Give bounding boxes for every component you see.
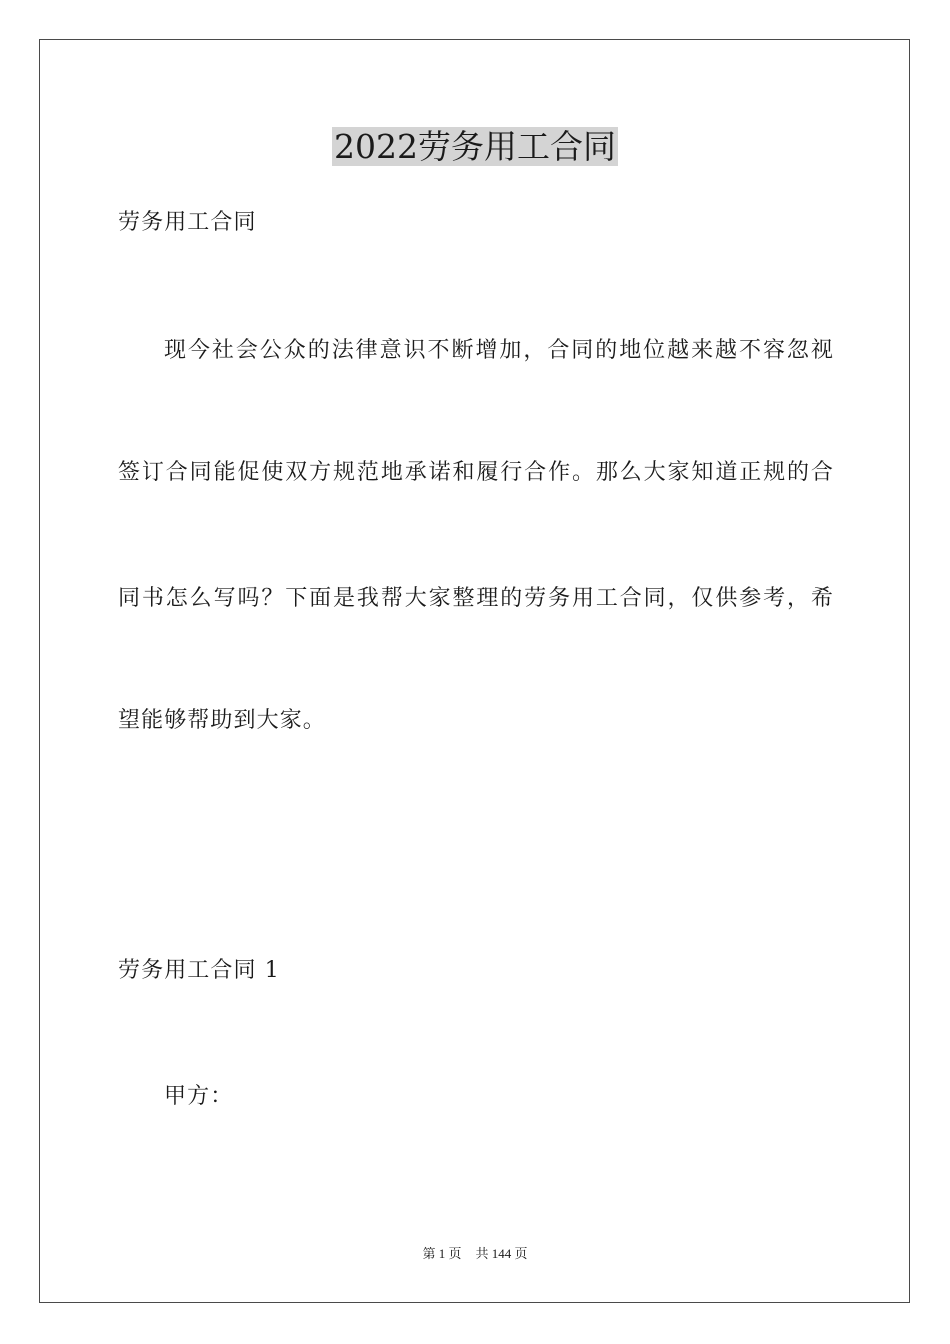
page-footer — [0, 1245, 950, 1263]
total-pages: 共 144 页 — [475, 1246, 528, 1261]
intro-paragraph-line: 现今社会公众的法律意识不断增加，合同的地位越来越不容忽视 — [164, 338, 834, 363]
intro-paragraph-line: 望能够帮助到大家。 — [118, 708, 326, 733]
document-title — [0, 126, 950, 168]
party-a-label: 甲方： — [164, 1084, 234, 1109]
intro-paragraph-line: 同书怎么写吗？下面是我帮大家整理的劳务用工合同，仅供参考，希 — [118, 586, 834, 611]
page-number: 第 1 页 — [422, 1246, 462, 1261]
section-heading: 劳务用工合同 1 — [118, 958, 280, 983]
document-subtitle: 劳务用工合同 — [118, 210, 257, 235]
document-title-text: 2022劳务用工合同 — [334, 127, 616, 166]
intro-paragraph-line: 签订合同能促使双方规范地承诺和履行合作。那么大家知道正规的合 — [118, 460, 834, 485]
